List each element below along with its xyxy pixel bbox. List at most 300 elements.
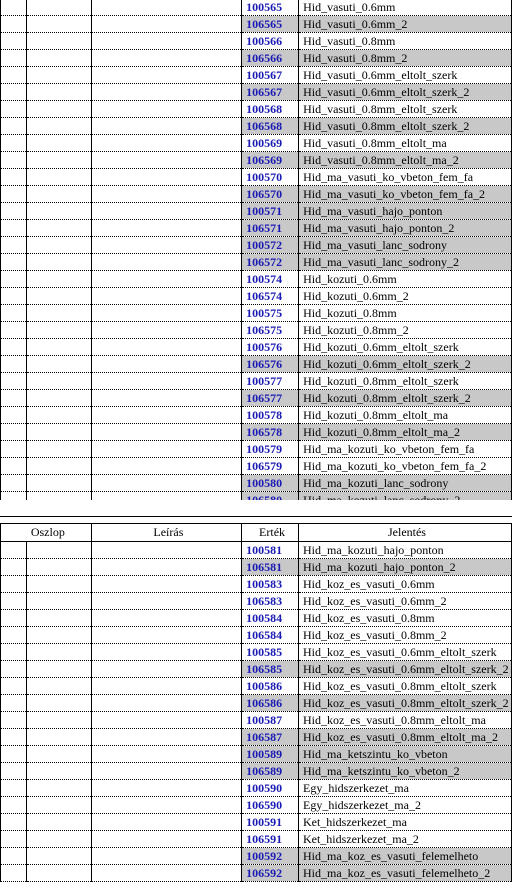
cell-empty (1, 559, 27, 576)
table-row (1, 831, 512, 848)
cell-oszlop (26, 559, 91, 576)
table-row (1, 152, 512, 169)
cell-empty (1, 678, 27, 695)
cell-leiras (91, 305, 241, 322)
cell-oszlop (26, 458, 91, 475)
cell-empty (1, 101, 27, 118)
cell-ertek: 100577 (242, 373, 299, 390)
table-row (1, 186, 512, 203)
cell-leiras (91, 814, 241, 831)
cell-oszlop (26, 67, 91, 84)
cell-oszlop (26, 118, 91, 135)
cell-oszlop (26, 322, 91, 339)
cell-empty (1, 627, 27, 644)
code-table-bottom (0, 523, 512, 882)
table-row (1, 576, 512, 593)
cell-leiras (91, 458, 241, 475)
cell-ertek: 106591 (242, 831, 299, 848)
table-row (1, 780, 512, 797)
cell-jelentes: Hid_kozuti_0.6mm_eltolt_szerk (299, 339, 512, 356)
cell-leiras (91, 661, 241, 678)
cell-jelentes: Hid_kozuti_0.8mm (299, 305, 512, 322)
table-row (1, 16, 512, 33)
cell-leiras (91, 475, 241, 492)
cell-ertek: 100572 (242, 237, 299, 254)
cell-oszlop (26, 695, 91, 712)
cell-leiras (91, 118, 241, 135)
cell-oszlop (26, 712, 91, 729)
cell-empty (1, 458, 27, 475)
table-row (1, 407, 512, 424)
table-row (1, 67, 512, 84)
table-row (1, 644, 512, 661)
code-table-bottom-body (1, 542, 512, 882)
cell-empty (1, 763, 27, 780)
cell-ertek: 106589 (242, 763, 299, 780)
cell-oszlop (26, 644, 91, 661)
cell-ertek: 100591 (242, 814, 299, 831)
table-row (1, 101, 512, 118)
cell-jelentes: Hid_ma_vasuti_lanc_sodrony_2 (299, 254, 512, 271)
cell-ertek: 106575 (242, 322, 299, 339)
cell-ertek: 106566 (242, 50, 299, 67)
table-row (1, 610, 512, 627)
cell-empty (1, 16, 27, 33)
cell-leiras (91, 271, 241, 288)
cell-jelentes: Hid_koz_es_vasuti_0.8mm_eltolt_ma (298, 712, 511, 729)
cell-empty (1, 475, 27, 492)
cell-leiras (91, 50, 241, 67)
cell-oszlop (26, 475, 91, 492)
cell-oszlop (26, 339, 91, 356)
cell-empty (1, 152, 27, 169)
cell-leiras (91, 67, 241, 84)
cell-leiras (91, 746, 241, 763)
cell-jelentes: Hid_koz_es_vasuti_0.6mm_2 (298, 593, 511, 610)
cell-oszlop (26, 797, 91, 814)
cell-ertek: 106565 (242, 16, 299, 33)
cell-empty (1, 254, 27, 271)
cell-leiras (91, 848, 241, 865)
cell-jelentes: Hid_ma_ketszintu_ko_vbeton_2 (298, 763, 511, 780)
cell-oszlop (26, 101, 91, 118)
cell-empty (1, 780, 27, 797)
cell-jelentes: Hid_ma_vasuti_hajo_ponton_2 (299, 220, 512, 237)
cell-ertek: 106576 (242, 356, 299, 373)
header-jelentes: Jelentés (298, 524, 511, 542)
cell-ertek: 106569 (242, 152, 299, 169)
cell-empty (1, 593, 27, 610)
cell-ertek: 106570 (242, 186, 299, 203)
cell-jelentes: Hid_koz_es_vasuti_0.8mm_2 (298, 627, 511, 644)
cell-leiras (91, 627, 241, 644)
table-row (1, 848, 512, 865)
cell-empty (1, 797, 27, 814)
cell-empty (1, 220, 27, 237)
table-row (1, 254, 512, 271)
table-row (1, 542, 512, 559)
table-row (1, 356, 512, 373)
cell-leiras (91, 169, 241, 186)
cell-jelentes: Hid_ma_kozuti_hajo_ponton_2 (298, 559, 511, 576)
cell-empty (1, 84, 27, 101)
cell-empty (1, 831, 27, 848)
cell-empty (1, 50, 27, 67)
cell-jelentes: Hid_kozuti_0.8mm_2 (299, 322, 512, 339)
header-row (1, 524, 512, 542)
table-row (1, 678, 512, 695)
table-row (1, 33, 512, 50)
cell-oszlop (26, 627, 91, 644)
code-table-top-body (1, 0, 512, 509)
cell-ertek: 100571 (242, 203, 299, 220)
cell-jelentes: Hid_kozuti_0.6mm (299, 271, 512, 288)
cell-leiras (91, 101, 241, 118)
table-row (1, 322, 512, 339)
cell-empty (1, 169, 27, 186)
cell-jelentes: Hid_koz_es_vasuti_0.8mm_eltolt_szerk_2 (298, 695, 511, 712)
cell-jelentes: Hid_vasuti_0.8mm_eltolt_ma (299, 135, 512, 152)
cell-ertek: 100570 (242, 169, 299, 186)
cell-ertek: 100569 (242, 135, 299, 152)
table-row (1, 271, 512, 288)
table-row (1, 729, 512, 746)
cell-leiras (91, 135, 241, 152)
cell-empty (1, 356, 27, 373)
cell-leiras (91, 712, 241, 729)
cell-empty (1, 203, 27, 220)
cell-leiras (91, 559, 241, 576)
cell-ertek: 106584 (242, 627, 299, 644)
cell-ertek: 106581 (242, 559, 299, 576)
cell-oszlop (26, 542, 91, 559)
cell-jelentes: Hid_ma_kozuti_lanc_sodrony (299, 475, 512, 492)
cell-oszlop (26, 780, 91, 797)
cell-jelentes: Hid_ma_koz_es_vasuti_felemelheto_2 (298, 865, 511, 882)
cell-oszlop (26, 50, 91, 67)
cell-empty (1, 644, 27, 661)
table-row (1, 169, 512, 186)
cell-ertek: 100566 (242, 33, 299, 50)
cell-leiras (91, 865, 241, 882)
cell-oszlop (26, 678, 91, 695)
cell-jelentes: Egy_hidszerkezet_ma (298, 780, 511, 797)
cell-empty (1, 288, 27, 305)
cell-empty (1, 390, 27, 407)
cell-oszlop (26, 186, 91, 203)
cell-oszlop (26, 237, 91, 254)
table-row (1, 661, 512, 678)
cell-jelentes: Hid_ma_ketszintu_ko_vbeton (298, 746, 511, 763)
cell-empty (1, 135, 27, 152)
cell-leiras (91, 0, 241, 16)
cell-leiras (91, 220, 241, 237)
cell-empty (1, 441, 27, 458)
table-row (1, 746, 512, 763)
table-row (1, 814, 512, 831)
cell-empty (1, 186, 27, 203)
table-row (1, 237, 512, 254)
cell-ertek: 106590 (242, 797, 299, 814)
cell-jelentes: Hid_ma_kozuti_ko_vbeton_fem_fa (299, 441, 512, 458)
cell-leiras (91, 763, 241, 780)
cell-ertek: 100576 (242, 339, 299, 356)
header-ertek: Erték (242, 524, 299, 542)
cell-oszlop (26, 356, 91, 373)
cell-oszlop (26, 390, 91, 407)
table-row (1, 865, 512, 882)
cell-leiras (91, 33, 241, 50)
cell-ertek: 106578 (242, 424, 299, 441)
cell-leiras (91, 339, 241, 356)
header-leiras: Leírás (91, 524, 241, 542)
cell-ertek: 100568 (242, 101, 299, 118)
cell-oszlop (26, 305, 91, 322)
cell-ertek: 106587 (242, 729, 299, 746)
cell-leiras (91, 356, 241, 373)
cell-leiras (91, 407, 241, 424)
cell-oszlop (26, 203, 91, 220)
cell-jelentes: Hid_vasuti_0.6mm_eltolt_szerk_2 (299, 84, 512, 101)
cell-leiras (91, 288, 241, 305)
cell-ertek: 100580 (242, 475, 299, 492)
cell-oszlop (26, 271, 91, 288)
table-row (1, 627, 512, 644)
cell-empty (1, 373, 27, 390)
cell-oszlop (26, 407, 91, 424)
cell-oszlop (26, 661, 91, 678)
table-row (1, 84, 512, 101)
cell-ertek: 106572 (242, 254, 299, 271)
cell-oszlop (26, 0, 91, 16)
cell-leiras (91, 152, 241, 169)
table-row (1, 695, 512, 712)
cell-empty (1, 67, 27, 84)
cell-oszlop (26, 152, 91, 169)
cell-jelentes: Hid_vasuti_0.6mm (299, 0, 512, 16)
cell-oszlop (26, 16, 91, 33)
cell-ertek: 106574 (242, 288, 299, 305)
table-row (1, 203, 512, 220)
cell-jelentes: Hid_ma_kozuti_ko_vbeton_fem_fa_2 (299, 458, 512, 475)
cell-leiras (91, 610, 241, 627)
cell-oszlop (26, 33, 91, 50)
cell-jelentes: Hid_kozuti_0.6mm_eltolt_szerk_2 (299, 356, 512, 373)
cell-leiras (91, 254, 241, 271)
cell-leiras (91, 373, 241, 390)
cell-jelentes: Hid_kozuti_0.6mm_2 (299, 288, 512, 305)
table-row (1, 135, 512, 152)
cell-empty (1, 610, 27, 627)
cell-oszlop (26, 424, 91, 441)
table-row (1, 0, 512, 16)
cell-jelentes: Hid_vasuti_0.6mm_eltolt_szerk (299, 67, 512, 84)
cell-jelentes: Hid_vasuti_0.8mm_eltolt_szerk (299, 101, 512, 118)
cell-oszlop (26, 814, 91, 831)
cell-oszlop (26, 169, 91, 186)
cell-oszlop (26, 746, 91, 763)
cell-jelentes: Hid_vasuti_0.8mm_eltolt_ma_2 (299, 152, 512, 169)
cell-empty (1, 271, 27, 288)
cell-jelentes: Hid_kozuti_0.8mm_eltolt_ma_2 (299, 424, 512, 441)
cell-ertek: 100574 (242, 271, 299, 288)
cell-ertek: 106585 (242, 661, 299, 678)
cell-leiras (91, 542, 241, 559)
cell-empty (1, 865, 27, 882)
cell-empty (1, 814, 27, 831)
cell-leiras (91, 780, 241, 797)
table-row (1, 475, 512, 492)
cell-ertek: 100590 (242, 780, 299, 797)
cell-empty (1, 746, 27, 763)
cell-empty (1, 33, 27, 50)
cell-oszlop (26, 865, 91, 882)
table-row (1, 712, 512, 729)
table-row (1, 559, 512, 576)
cell-empty (1, 339, 27, 356)
cell-jelentes: Hid_vasuti_0.6mm_2 (299, 16, 512, 33)
header-oszlop: Oszlop (1, 524, 92, 542)
cell-empty (1, 712, 27, 729)
cell-empty (1, 305, 27, 322)
cell-ertek: 100565 (242, 0, 299, 16)
table-row (1, 424, 512, 441)
cell-oszlop (26, 254, 91, 271)
cell-empty (1, 424, 27, 441)
cell-leiras (91, 576, 241, 593)
cell-leiras (91, 831, 241, 848)
table-row (1, 339, 512, 356)
table-row (1, 458, 512, 475)
cell-ertek: 100587 (242, 712, 299, 729)
cell-jelentes: Hid_kozuti_0.8mm_eltolt_szerk (299, 373, 512, 390)
cell-empty (1, 576, 27, 593)
cell-ertek: 100581 (242, 542, 299, 559)
cell-jelentes: Hid_ma_vasuti_ko_vbeton_fem_fa_2 (299, 186, 512, 203)
cell-leiras (91, 441, 241, 458)
cell-oszlop (26, 576, 91, 593)
cell-oszlop (26, 763, 91, 780)
cell-jelentes: Hid_koz_es_vasuti_0.6mm_eltolt_szerk_2 (298, 661, 511, 678)
cell-empty (1, 237, 27, 254)
cell-oszlop (26, 441, 91, 458)
table-row (1, 390, 512, 407)
table-row (1, 797, 512, 814)
cell-jelentes: Hid_ma_koz_es_vasuti_felemelheto (298, 848, 511, 865)
cell-jelentes: Ket_hidszerkezet_ma (298, 814, 511, 831)
cell-ertek: 100575 (242, 305, 299, 322)
cell-leiras (91, 203, 241, 220)
cell-oszlop (26, 135, 91, 152)
cell-jelentes: Hid_ma_vasuti_hajo_ponton (299, 203, 512, 220)
page-divider (0, 516, 512, 517)
cell-jelentes: Hid_koz_es_vasuti_0.6mm_eltolt_szerk (298, 644, 511, 661)
cell-oszlop (26, 593, 91, 610)
cell-ertek: 106586 (242, 695, 299, 712)
cell-ertek: 100583 (242, 576, 299, 593)
cell-empty (1, 695, 27, 712)
cell-ertek: 106567 (242, 84, 299, 101)
cell-empty (1, 542, 27, 559)
cell-leiras (91, 84, 241, 101)
cell-leiras (91, 729, 241, 746)
cell-jelentes: Hid_ma_kozuti_hajo_ponton (298, 542, 511, 559)
cell-oszlop (26, 831, 91, 848)
cell-oszlop (26, 729, 91, 746)
cell-oszlop (26, 84, 91, 101)
cell-leiras (91, 695, 241, 712)
table-row (1, 288, 512, 305)
table-row (1, 373, 512, 390)
cell-empty (1, 661, 27, 678)
cell-jelentes: Hid_koz_es_vasuti_0.8mm (298, 610, 511, 627)
cell-leiras (91, 390, 241, 407)
cell-ertek: 100585 (242, 644, 299, 661)
cell-leiras (91, 322, 241, 339)
cell-ertek: 106568 (242, 118, 299, 135)
table-row (1, 593, 512, 610)
cell-ertek: 106571 (242, 220, 299, 237)
cell-empty (1, 729, 27, 746)
cell-ertek: 106579 (242, 458, 299, 475)
cell-ertek: 100586 (242, 678, 299, 695)
cell-oszlop (26, 373, 91, 390)
cell-leiras (91, 16, 241, 33)
cell-jelentes: Egy_hidszerkezet_ma_2 (298, 797, 511, 814)
cell-ertek: 100584 (242, 610, 299, 627)
cell-empty (1, 848, 27, 865)
cell-oszlop (26, 220, 91, 237)
cell-jelentes: Hid_kozuti_0.8mm_eltolt_szerk_2 (299, 390, 512, 407)
cell-ertek: 100579 (242, 441, 299, 458)
table-row (1, 441, 512, 458)
cell-leiras (91, 644, 241, 661)
cell-ertek: 106577 (242, 390, 299, 407)
table-row (1, 220, 512, 237)
cell-oszlop (26, 848, 91, 865)
cell-ertek: 100589 (242, 746, 299, 763)
cell-ertek: 106592 (242, 865, 299, 882)
cell-jelentes: Hid_koz_es_vasuti_0.8mm_eltolt_szerk (298, 678, 511, 695)
table-row (1, 763, 512, 780)
cell-empty (1, 0, 27, 16)
cell-jelentes: Hid_vasuti_0.8mm_2 (299, 50, 512, 67)
cell-ertek: 106583 (242, 593, 299, 610)
cell-jelentes: Hid_ma_vasuti_lanc_sodrony (299, 237, 512, 254)
cell-leiras (91, 678, 241, 695)
cell-leiras (91, 424, 241, 441)
cell-ertek: 100578 (242, 407, 299, 424)
table-row (1, 118, 512, 135)
cell-jelentes: Ket_hidszerkezet_ma_2 (298, 831, 511, 848)
cell-leiras (91, 797, 241, 814)
cell-ertek: 100592 (242, 848, 299, 865)
cell-empty (1, 322, 27, 339)
cell-jelentes: Hid_vasuti_0.8mm (299, 33, 512, 50)
cell-jelentes: Hid_koz_es_vasuti_0.6mm (298, 576, 511, 593)
cell-empty (1, 407, 27, 424)
cell-oszlop (26, 610, 91, 627)
cell-leiras (91, 237, 241, 254)
table-row (1, 50, 512, 67)
cell-jelentes: Hid_kozuti_0.8mm_eltolt_ma (299, 407, 512, 424)
table-row (1, 305, 512, 322)
cell-leiras (91, 593, 241, 610)
cell-empty (1, 118, 27, 135)
cell-oszlop (26, 288, 91, 305)
cell-jelentes: Hid_ma_vasuti_ko_vbeton_fem_fa (299, 169, 512, 186)
cell-ertek: 100567 (242, 67, 299, 84)
